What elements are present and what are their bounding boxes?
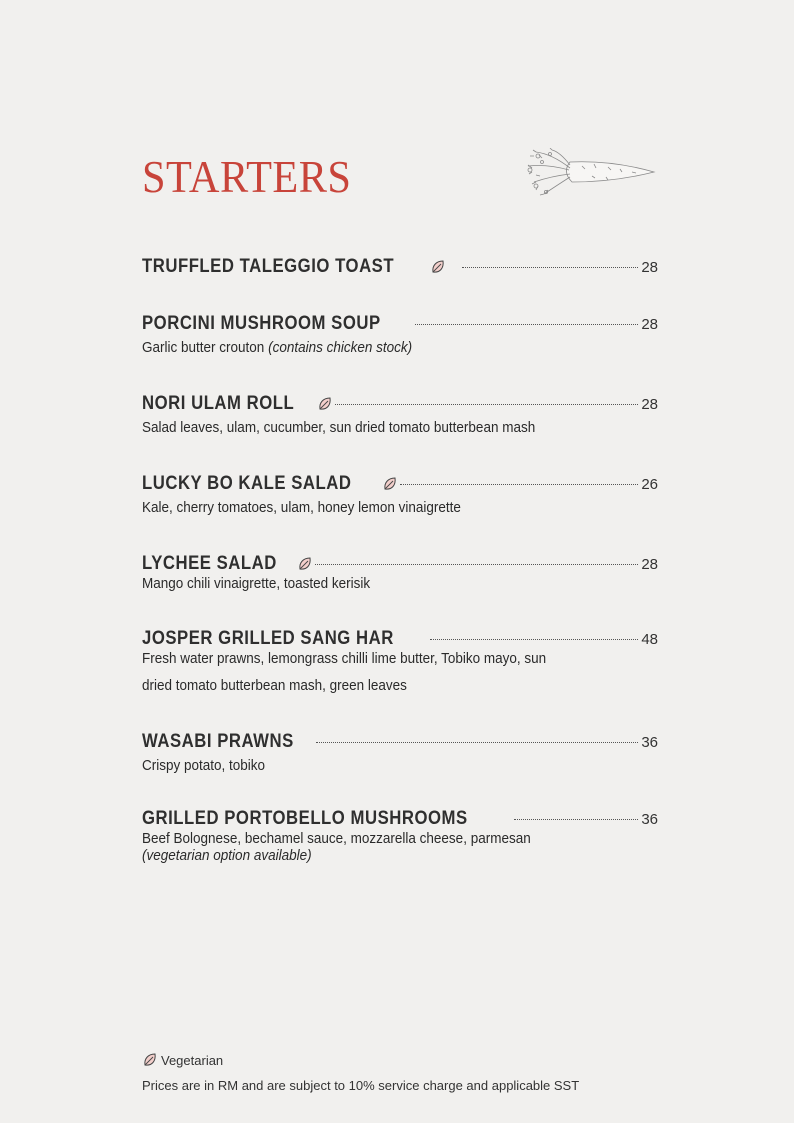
page-title: STARTERS — [142, 151, 352, 202]
item-price: 26 — [641, 476, 658, 493]
leaf-icon — [317, 396, 333, 412]
leaf-icon — [297, 556, 313, 572]
item-price: 28 — [641, 556, 658, 573]
legend — [142, 1052, 223, 1068]
dot-leader — [315, 564, 638, 565]
carrot-illustration-icon — [522, 148, 658, 198]
leaf-icon — [142, 1052, 158, 1068]
item-name: LYCHEE SALAD — [142, 553, 277, 574]
item-name: GRILLED PORTOBELLO MUSHROOMS — [142, 808, 468, 829]
menu-item — [142, 553, 658, 592]
item-name: NORI ULAM ROLL — [142, 393, 295, 414]
item-description: Mango chili vinaigrette, toasted kerisik — [142, 575, 371, 592]
item-name: PORCINI MUSHROOM SOUP — [142, 313, 381, 334]
item-price: 36 — [641, 734, 658, 751]
item-description: Salad leaves, ulam, cucumber, sun dried tomato butterbean mash — [142, 419, 536, 436]
item-description: Garlic butter crouton (contains chicken stock) — [142, 339, 413, 356]
item-price: 28 — [641, 259, 658, 276]
dot-leader — [316, 742, 638, 743]
menu-item — [142, 313, 658, 356]
menu-item — [142, 393, 658, 436]
item-description-line2: dried tomato butterbean mash, green leaves — [142, 677, 407, 694]
item-description: Beef Bolognese, bechamel sauce, mozzarella cheese, parmesan — [142, 830, 531, 847]
item-name: WASABI PRAWNS — [142, 731, 294, 752]
menu-item — [142, 473, 658, 516]
leaf-icon — [430, 259, 446, 275]
item-description: Crispy potato, tobiko — [142, 757, 266, 774]
item-description: Kale, cherry tomatoes, ulam, honey lemon vinaigrette — [142, 499, 461, 516]
item-name: JOSPER GRILLED SANG HAR — [142, 628, 394, 649]
item-name: LUCKY BO KALE SALAD — [142, 473, 352, 494]
item-price: 36 — [641, 811, 658, 828]
item-note: (vegetarian option available) — [142, 847, 312, 864]
item-description: Fresh water prawns, lemongrass chilli lime butter, Tobiko mayo, sun — [142, 650, 547, 667]
item-price: 28 — [641, 316, 658, 333]
item-note: (contains chicken stock) — [268, 339, 413, 356]
menu-item — [142, 808, 658, 864]
dot-leader — [514, 819, 638, 820]
price-note: Prices are in RM and are subject to 10% service charge and applicable SST — [142, 1078, 580, 1093]
leaf-icon — [382, 476, 398, 492]
item-price: 28 — [641, 396, 658, 413]
menu-item — [142, 256, 658, 278]
dot-leader — [415, 324, 638, 325]
item-price: 48 — [641, 631, 658, 648]
dot-leader — [335, 404, 638, 405]
menu-item — [142, 628, 658, 694]
menu-item — [142, 731, 658, 774]
dot-leader — [430, 639, 638, 640]
legend-label: Vegetarian — [161, 1052, 224, 1068]
dot-leader — [462, 267, 638, 268]
dot-leader — [400, 484, 638, 485]
item-name: TRUFFLED TALEGGIO TOAST — [142, 256, 395, 277]
